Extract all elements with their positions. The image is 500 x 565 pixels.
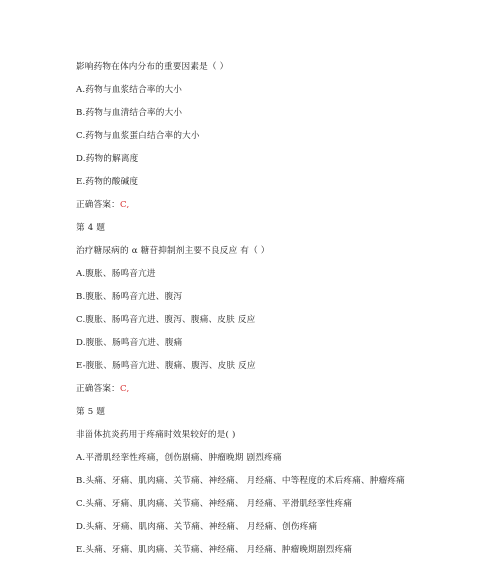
answer-value: C, [119, 200, 130, 210]
question-4-option-b: B.腹胀、肠鸣音亢进、腹泻 [76, 292, 183, 302]
question-4-option-d: D.腹胀、肠鸣音亢进、腹痛 [76, 338, 183, 348]
answer-label: 正确答案： [76, 200, 120, 210]
question-4-stem: 治疗糖尿病的 α 糖苷抑制剂主要不良反应 有（ ） [76, 246, 270, 256]
question-4-answer [76, 383, 129, 395]
question-5-stem: 非甾体抗炎药用于疼痛时效果较好的是( ) [76, 430, 236, 440]
question-4-option-c: C.腹胀、肠鸣音亢进、腹泻、腹痛、皮肤 反应 [76, 315, 256, 325]
answer-value: C, [119, 384, 130, 394]
question-3-answer [76, 199, 129, 211]
question-3-stem: 影响药物在体内分布的重要因素是（ ） [76, 62, 229, 72]
answer-label: 正确答案： [76, 384, 120, 394]
question-5-option-b: B.头痛、牙痛、肌肉痛、关节痛、神经痛、 月经痛、中等程度的术后疼痛、肿瘤疼痛 [76, 476, 405, 486]
question-4-option-e: E-腹胀、肠鸣音亢进、腹痛、腹泻、皮肤 反应 [76, 361, 256, 371]
question-3-option-a: A.药物与血浆结合率的大小 [76, 85, 183, 95]
question-5-option-d: D.头痛、牙痛、肌肉痛、关节痛、神经痛、 月经痛、创伤疼痛 [76, 522, 318, 532]
question-4-option-a: A.腹胀、肠鸣音亢进 [76, 269, 156, 279]
question-3-option-b: B.药物与血清结合率的大小 [76, 108, 183, 118]
question-3-option-d: D.药物的解离度 [76, 154, 139, 164]
question-3-option-c: C.药物与血浆蛋白结合率的大小 [76, 131, 200, 141]
question-5-option-a: A.平滑肌经挛性疼痛，创伤剧痛、肿瘤晚期 剧烈疼痛 [76, 453, 282, 463]
question-5-option-c: C.头痛、牙痛、肌肉痛、关节痛、神经痛、 月经痛、平滑肌经挛性疼痛 [76, 499, 353, 509]
question-5-number: 第 5 题 [76, 407, 106, 417]
question-5-option-e: E.头痛、牙痛、肌肉痛、关节痛、神经痛、 月经痛、肿瘤晚期剧烈疼痛 [76, 545, 353, 555]
question-4-number: 第 4 题 [76, 223, 106, 233]
question-3-option-e: E.药物的酸碱度 [76, 177, 139, 187]
